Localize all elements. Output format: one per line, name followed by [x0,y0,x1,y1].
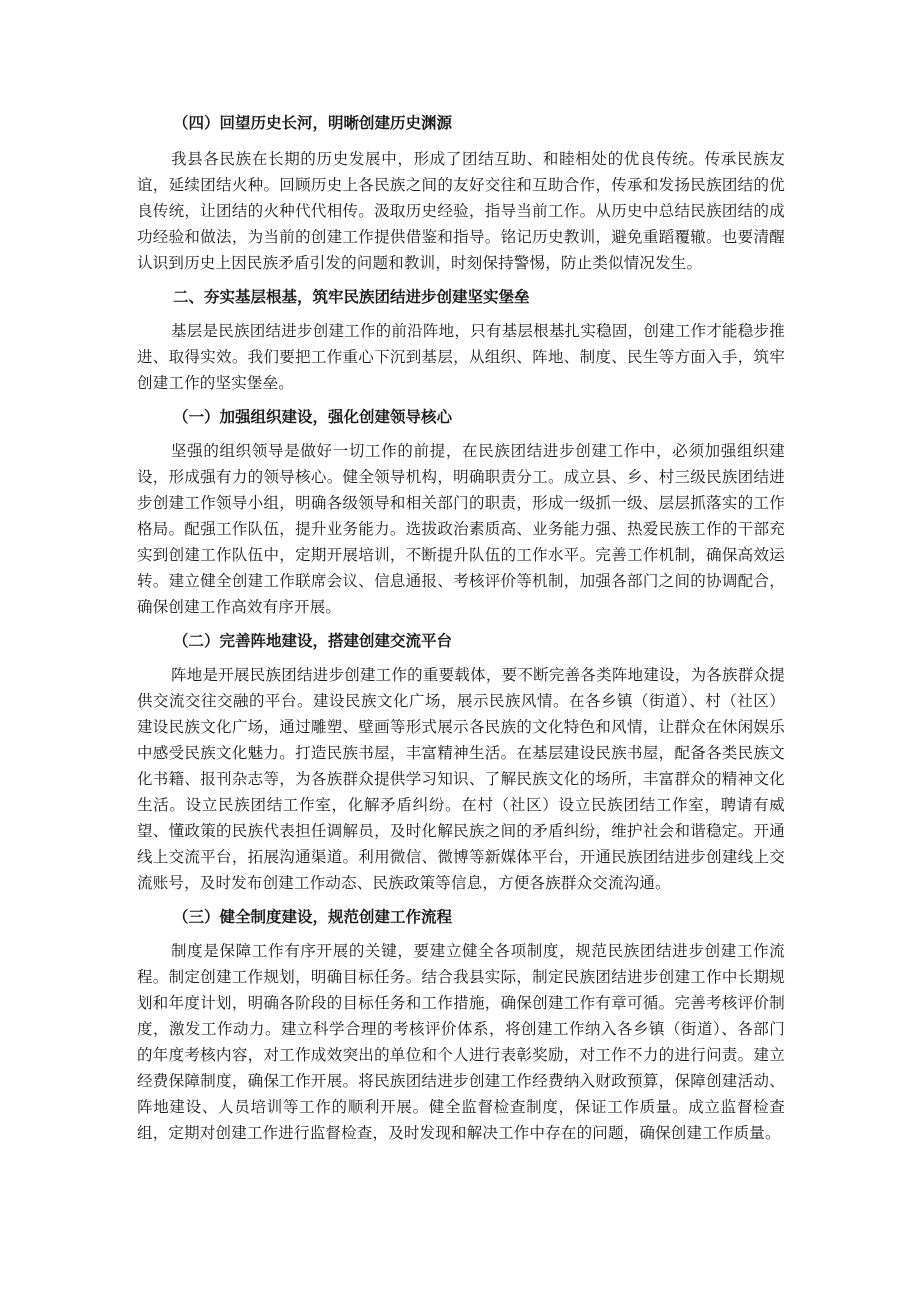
section-heading-2-2: （二）完善阵地建设，搭建创建交流平台 [173,632,453,650]
section-heading-4: （四）回望历史长河，明晰创建历史渊源 [173,114,453,132]
section-heading-2-3: （三）健全制度建设，规范创建工作流程 [173,908,453,926]
section-paragraph-4: 我县各民族在长期的历史发展中，形成了团结互助、和睦相处的优良传统。传承民族友谊，延续团结火种。回顾历史上各民族之间的友好交往和互助合作，传承和发扬民族团结的优良传统，让团结的火种代代相传。汲取历史经验，指导当前工作。从历史中总结民族团结的成功经验和做法，为当前的创建工作提供借鉴和指导。铭记历史教训，避免重蹈覆辙。也要清醒认识到历史上因民族矛盾引发的问题和教训，时刻保持警惕，防止类似情况发生。 [137,150,785,272]
document-page [137,110,785,1154]
section-heading-2: 二、夯实基层根基，筑牢民族团结进步创建坚实堡垒 [173,288,530,306]
section-heading-2-1: （一）加强组织建设，强化创建领导核心 [173,408,453,426]
section-paragraph-2-3: 制度是保障工作有序开展的关键，要建立健全各项制度，规范民族团结进步创建工作流程。制定创建工作规划，明确目标任务。结合我县实际，制定民族团结进步创建工作中长期规划和年度计划，明确各阶段的目标任务和工作措施，确保创建工作有章可循。完善考核评价制度，激发工作动力。建立科学合理的考核评价体系，将创建工作纳入各乡镇（街道）、各部门的年度考核内容，对工作成效突出的单位和个人进行表彰奖励，对工作不力的进行问责。建立经费保障制度，确保工作开展。将民族团结进步创建工作经费纳入财政预算，保障创建活动、阵地建设、人员培训等工作的顺利开展。健全监督检查制度，保证工作质量。成立监督检查组，定期对创建工作进行监督检查，及时发现和解决工作中存在的问题，确保创建工作质量。 [137,942,785,1142]
section-paragraph-2-1: 坚强的组织领导是做好一切工作的前提，在民族团结进步创建工作中，必须加强组织建设，形成强有力的领导核心。健全领导机构，明确职责分工。成立县、乡、村三级民族团结进步创建工作领导小组，明确各级领导和相关部门的职责，形成一级抓一级、层层抓落实的工作格局。配强工作队伍，提升业务能力。选拔政治素质高、业务能力强、热爱民族工作的干部充实到创建工作队伍中，定期开展培训，不断提升队伍的工作水平。完善工作机制，确保高效运转。建立健全创建工作联席会议、信息通报、考核评价等机制，加强各部门之间的协调配合，确保创建工作高效有序开展。 [137,442,785,616]
section-paragraph-2-2: 阵地是开展民族团结进步创建工作的重要载体，要不断完善各类阵地建设，为各族群众提供交流交往交融的平台。建设民族文化广场，展示民族风情。在各乡镇（街道）、村（社区）建设民族文化广场，通过雕塑、壁画等形式展示各民族的文化特色和风情，让群众在休闲娱乐中感受民族文化魅力。打造民族书屋，丰富精神生活。在基层建设民族书屋，配备各类民族文化书籍、报刊杂志等，为各族群众提供学习知识、了解民族文化的场所，丰富群众的精神文化生活。设立民族团结工作室，化解矛盾纠纷。在村（社区）设立民族团结工作室，聘请有威望、懂政策的民族代表担任调解员，及时化解民族之间的矛盾纠纷，维护社会和谐稳定。开通线上交流平台，拓展沟通渠道。利用微信、微博等新媒体平台，开通民族团结进步创建线上交流账号，及时发布创建工作动态、民族政策等信息，方便各族群众交流沟通。 [137,666,785,892]
section-paragraph-2: 基层是民族团结进步创建工作的前沿阵地，只有基层根基扎实稳固，创建工作才能稳步推进、取得实效。我们要把工作重心下沉到基层，从组织、阵地、制度、民生等方面入手，筑牢创建工作的坚实堡垒。 [137,322,785,392]
